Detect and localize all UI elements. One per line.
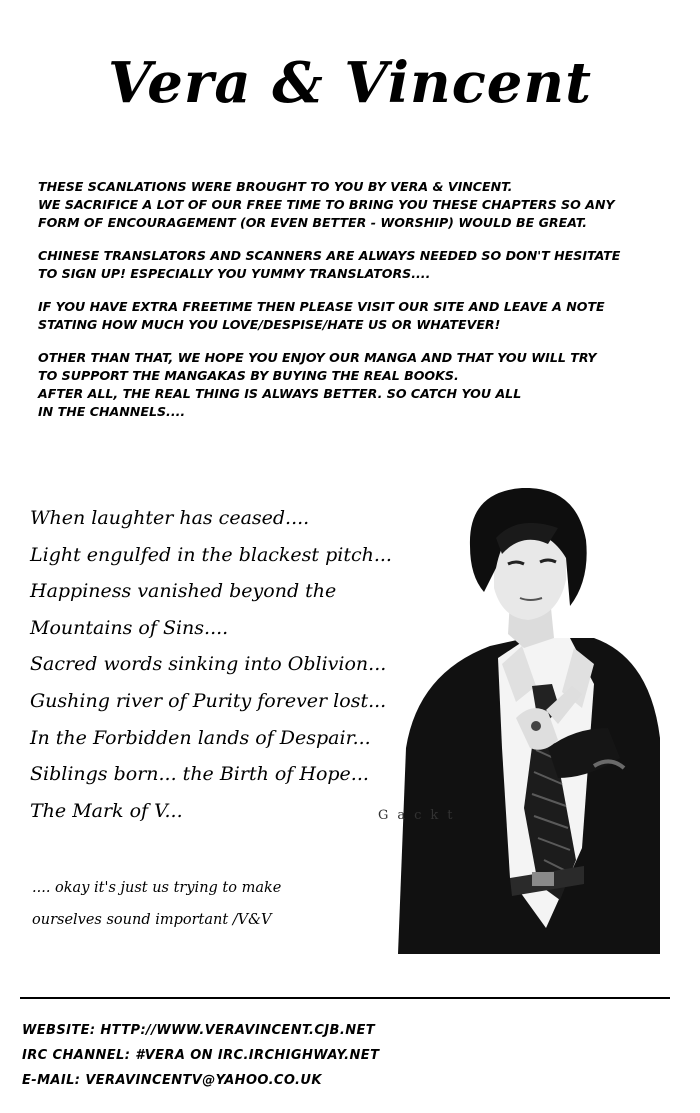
intro-paragraph (38, 178, 678, 232)
poem-line: Light engulfed in the blackest pitch... (30, 543, 392, 566)
irc-channel-line: IRC CHANNEL: #VERA ON IRC.IRCHIGHWAY.NET (22, 1048, 380, 1063)
intro-line: STATING HOW MUCH YOU LOVE/DESPISE/HATE US OR WHATEVER! (38, 317, 501, 332)
poem-line: When laughter has ceased.... (30, 507, 310, 529)
poem-line: The Mark of V... (30, 799, 183, 822)
poem-line: In the Forbidden lands of Despair... (30, 726, 371, 749)
intro-line: AFTER ALL, THE REAL THING IS ALWAYS BETTER. SO CATCH YOU ALL (38, 386, 522, 401)
divider (20, 997, 670, 999)
poem-line: Sacred words sinking into Oblivion... (30, 653, 387, 676)
intro-line: TO SIGN UP! ESPECIALLY YOU YUMMY TRANSLATORS.... (38, 266, 431, 281)
intro-paragraph (38, 298, 678, 334)
poem (30, 500, 410, 829)
intro-paragraph (38, 247, 678, 283)
intro-paragraph (38, 349, 678, 421)
note-line: ourselves sound important /V&V (32, 912, 272, 928)
email-line: E-MAIL: VERAVINCENTV@YAHOO.CO.UK (22, 1073, 322, 1088)
contact-info (22, 1018, 682, 1093)
poem-line: Mountains of Sins.... (30, 616, 229, 639)
intro-line: IN THE CHANNELS.... (38, 404, 186, 419)
poem-line: Happiness vanished beyond the (30, 580, 337, 603)
intro-line: IF YOU HAVE EXTRA FREETIME THEN PLEASE VISIT OUR SITE AND LEAVE A NOTE (38, 299, 605, 314)
poem-line: Siblings born... the Birth of Hope... (30, 763, 369, 786)
intro-line: OTHER THAN THAT, WE HOPE YOU ENJOY OUR MANGA AND THAT YOU WILL TRY (38, 350, 597, 365)
intro-line: WE SACRIFICE A LOT OF OUR FREE TIME TO BRING YOU THESE CHAPTERS SO ANY (38, 197, 615, 212)
signature-note (32, 872, 412, 936)
intro-line: TO SUPPORT THE MANGAKAS BY BUYING THE REAL BOOKS. (38, 368, 459, 383)
photo-caption: Gackt (378, 808, 462, 823)
intro-line: FORM OF ENCOURAGEMENT (OR EVEN BETTER - WORSHIP) WOULD BE GREAT. (38, 215, 588, 230)
poem-line: Gushing river of Purity forever lost... (30, 689, 387, 712)
page-title: Vera & Vincent (107, 50, 593, 116)
portrait-photo (398, 488, 670, 954)
website-line: WEBSITE: HTTP://WWW.VERAVINCENT.CJB.NET (22, 1023, 376, 1038)
intro-text (38, 178, 678, 436)
intro-line: THESE SCANLATIONS WERE BROUGHT TO YOU BY VERA & VINCENT. (38, 179, 513, 194)
note-line: .... okay it's just us trying to make (32, 880, 282, 896)
intro-line: CHINESE TRANSLATORS AND SCANNERS ARE ALWAYS NEEDED SO DON'T HESITATE (38, 248, 621, 263)
